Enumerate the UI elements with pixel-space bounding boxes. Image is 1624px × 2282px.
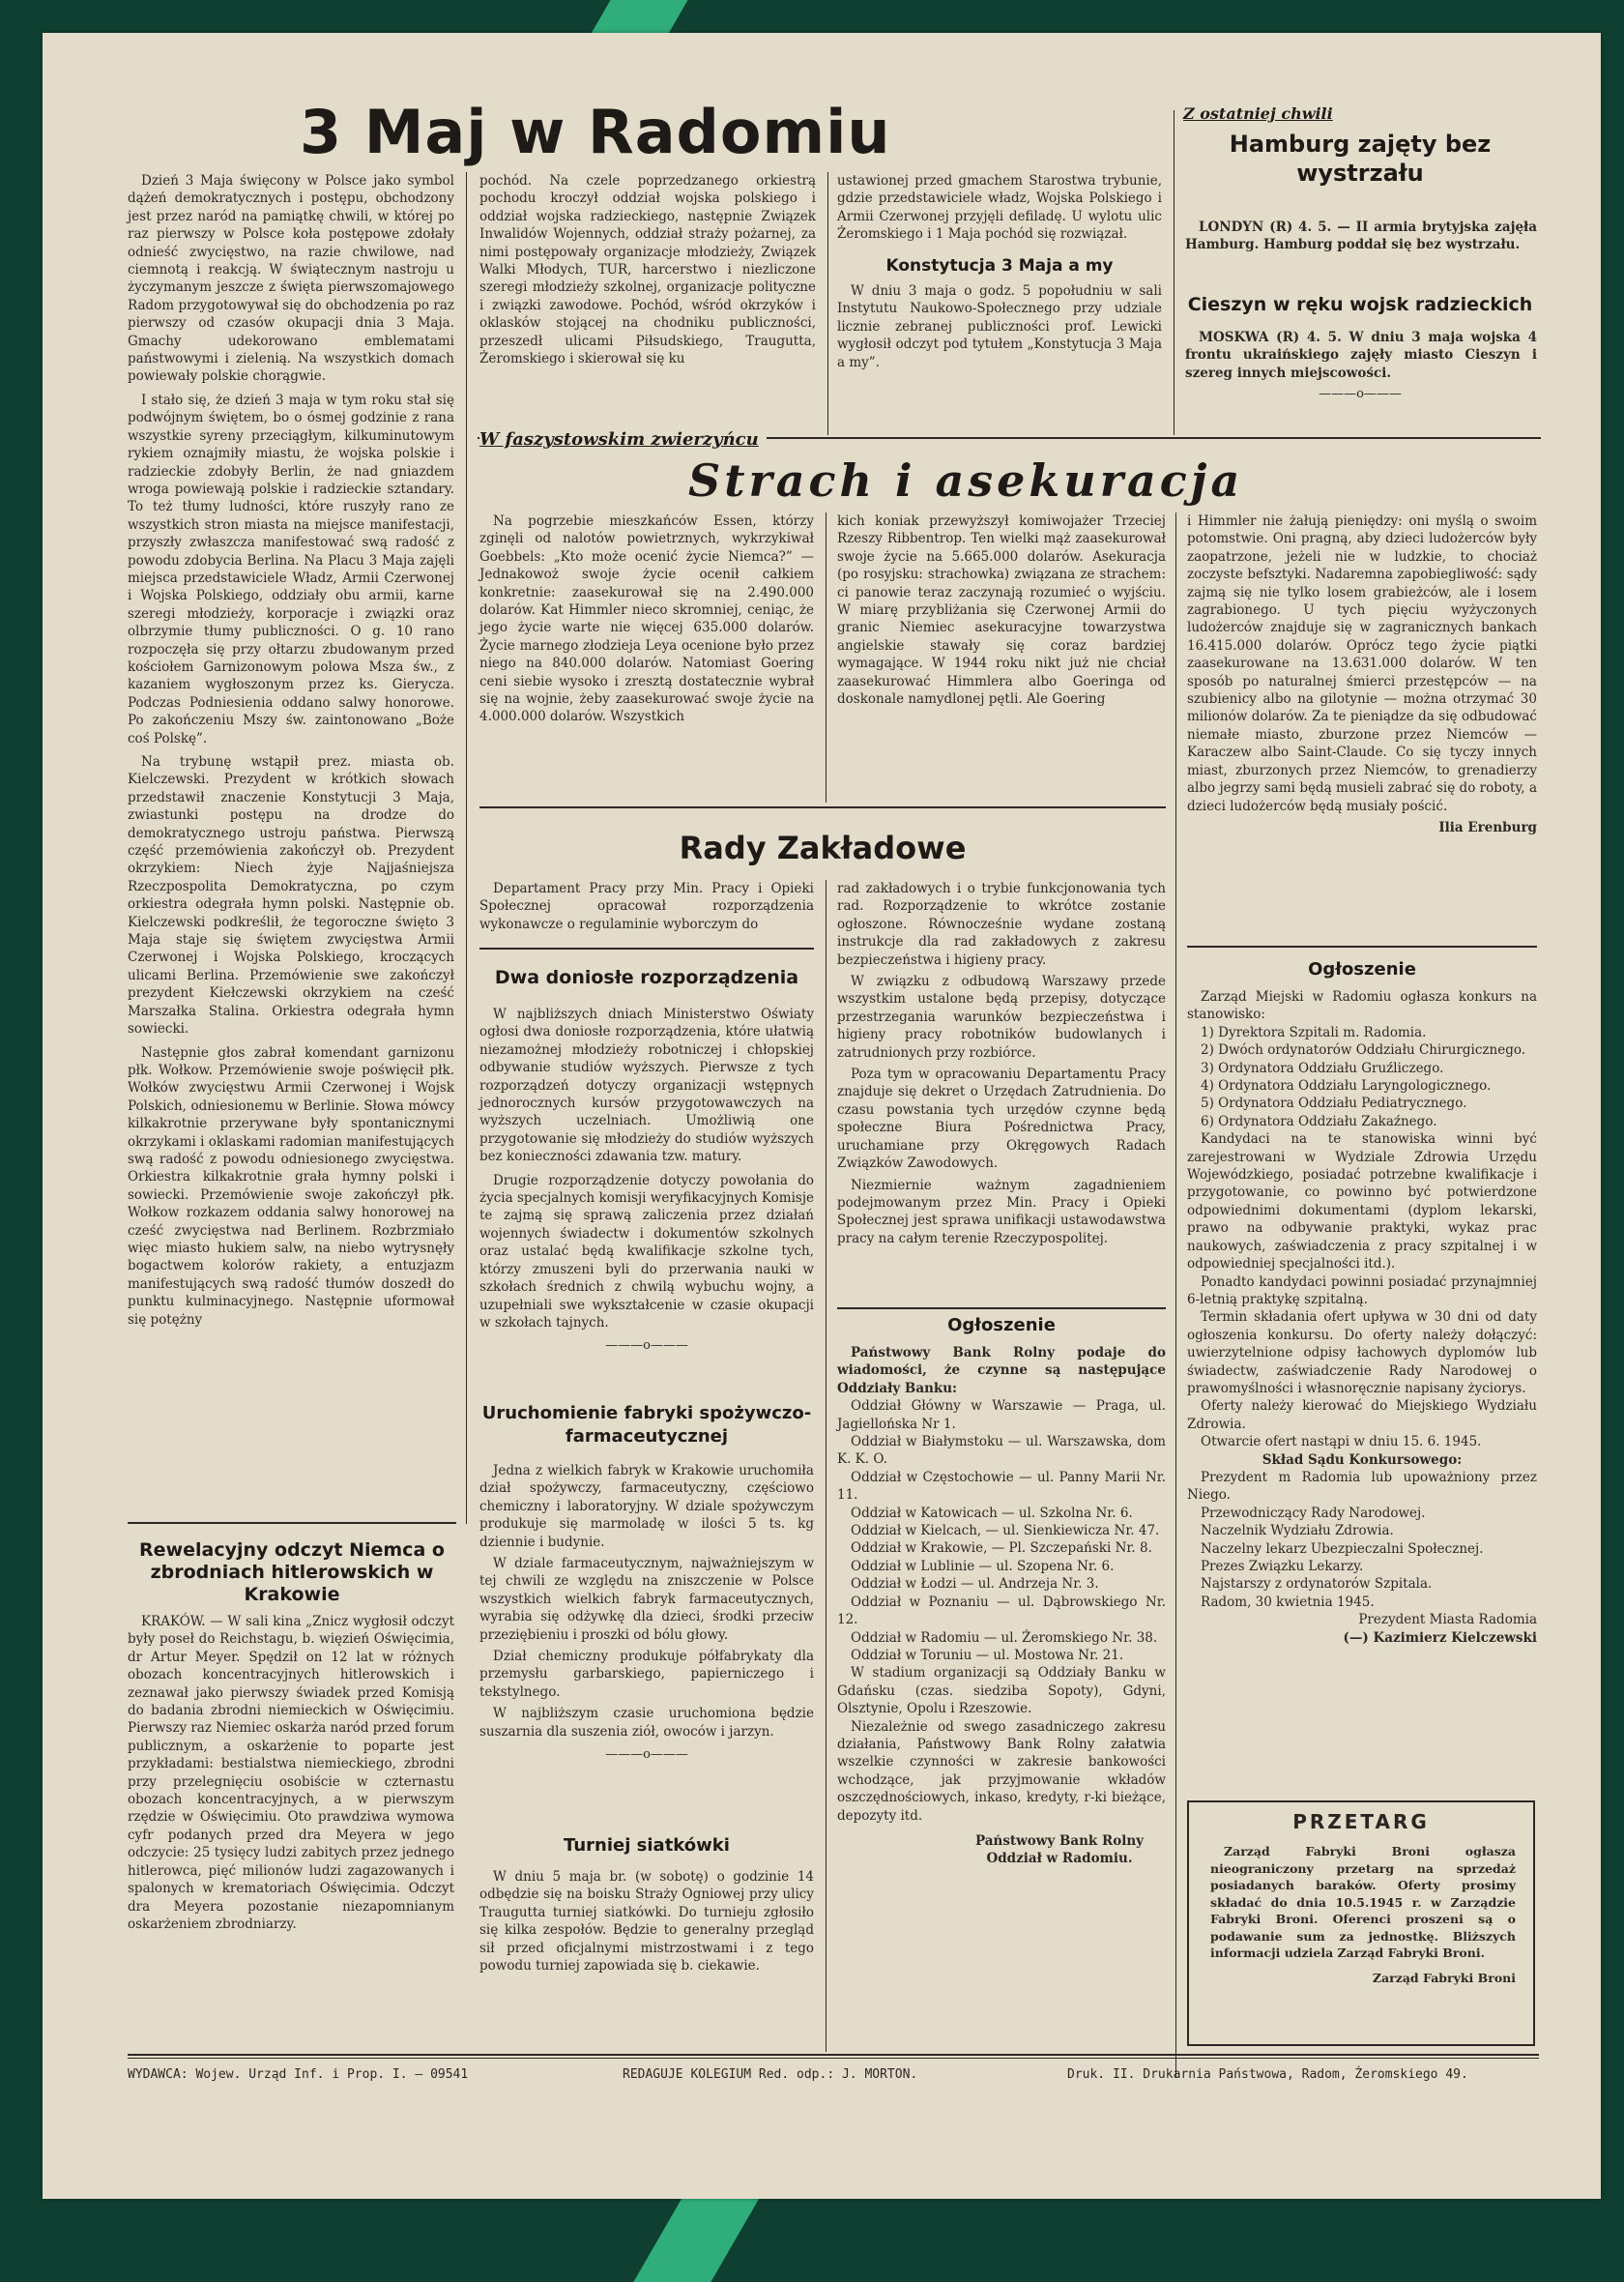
column-rule — [827, 172, 828, 435]
bank-headline: Ogłoszenie — [947, 1315, 1056, 1335]
paragraph: Dział chemiczny produkuje półfabrykaty dla przemysłu garbarskiego, papierniczego i tekstylnego. — [479, 1649, 814, 1700]
paragraph: kich koniak przewyższył komiwojażer Trzeciej Rzeszy Ribbentrop. Ten wielki mąż zaasekurował swoje życie na 5.665.000 dolarów. Asekuracja (po rosyjsku: strachowka) związana ze strachem: ci panowie teraz zaczynają rozumieć o wyjściu. W miarę przybliżania się Czerwonej Armii do granic Niemiec asekuracyjne towarzystwa angielskie stawały się coraz bardziej wymagające. W 1944 roku nikt już nie chciał zaasekurować Himmlera albo Goeringa od doskonale namydlonej pętli. Ale Goering — [837, 513, 1166, 708]
committee-item: Prezydent m Radomia lub upoważniony przez Niego. — [1187, 1469, 1537, 1504]
paragraph: Dzień 3 Maja święcony w Polsce jako symbol dążeń demokratycznych i postępu, obchodzony jest przez naród na pamiątkę chwili, w której po raz pierwszy w Polsce koła postępowe zdołały odnieść zwycięstwo, na razie chwilowe, nad ciemnotą i reakcją. W świątecznym nastroju u życzymanym jeszcze z święta pierwszomajowego Radom przygotowywał się do obchodzenia po raz pierwszy od czasów okupacji dnia 3 Maja. Gmachy udekorowano emblematami państwowymi i zielenią. Na wszystkich domach powiewały polskie chorągwie. — [128, 173, 454, 385]
position-item: 1) Dyrektora Szpitali m. Radomia. — [1201, 1024, 1427, 1040]
paragraph: Jedna z wielkich fabryk w Krakowie uruchomiła dział spożywczy, farmaceutyczny, częściowo chemiczny i laboratoryjny. W dziale spożywczym produkuje się marmoladę w ilości 5 ts. kg dziennie i budynie. — [479, 1463, 814, 1550]
strach-col1 — [479, 512, 814, 726]
footer-printer: Druk. II. Drukarnia Państwowa, Radom, Żeromskiego 49. — [1067, 2067, 1468, 2082]
konstytucja-headline: Konstytucja 3 Maja a my — [885, 255, 1114, 276]
zarzad-notice — [1187, 988, 1537, 1647]
cieszyn-headline: Cieszyn w ręku wojsk radzieckich — [1187, 294, 1533, 315]
hamburg-text — [1185, 219, 1537, 254]
footer-editor: REDAGUJE KOLEGIUM Red. odp.: J. MORTON. — [623, 2067, 918, 2082]
paragraph: Departament Pracy przy Min. Pracy i Opieki Społecznej opracował rozporządzenia wykonawcze o regulaminie wyborczym do — [479, 881, 814, 932]
footer-publisher: WYDAWCA: Wojew. Urząd Inf. i Prop. I. — 09541 — [128, 2067, 469, 2082]
committee-item: Naczelnik Wydziału Zdrowia. — [1201, 1523, 1394, 1539]
section-rule — [479, 948, 814, 950]
cieszyn-text — [1185, 329, 1537, 382]
footer-rule — [128, 2058, 1539, 2059]
paragraph: KRAKÓW. — W sali kina „Znicz wygłosił odczyt były poseł do Reichstagu, b. więzień Oświęcimia, dr Artur Meyer. Spędził on 12 lat w różnych obozach koncentracyjnych hitlerowskich i zeznawał jako pierwszy świadek przed Komisją do badania zbrodni niemieckich w Oświęcimiu. Pierwszy raz Niemiec oskarża naród przed forum publicznym, a oskarżenie to poparte jest przykładami: bestialstwa niemieckiego, zbrodni przy przelegnięciu osobiście w czternastu obozach koncentracyjnych, a w pierwszym rzędzie w Oświęcimiu. Oto prawdziwa wymowa cyfr podanych przed dra Meyera w jego odczycie: 25 tysięcy ludzi zabitych przez jednego hitlerowca, pięć milionów ludzi zagazowanych i spalonych w krematoriach Oświęcimia. Odczyt dra Meyera pozostanie niezapomnianym oskarżeniem zbrodniarzy. — [128, 1614, 454, 1932]
rady-headline: Rady Zakładowe — [679, 830, 967, 866]
paragraph: W dniu 3 maja o godz. 5 popołudniu w sali Instytutu Naukowo-Społecznego przy udziale licznie zebranej publiczności prof. Lewicki wygłosił odczyt pod tytułem „Konstytucja 3 Maja a my”. — [837, 283, 1162, 370]
paragraph: rad zakładowych i o trybie funkcjonowania tych rad. Rozporządzenie to wkrótce zostanie ogłoszone. Równocześnie wydane zostaną instrukcje dla rad zakładowych z zakresu bezpieczeństwa i higieny pracy. — [837, 881, 1166, 968]
paragraph: pochód. Na czele poprzedzanego orkiestrą pochodu kroczył oddział wojska polskiego i oddział wojska radzieckiego, następnie Związek Inwalidów Wojennych, oddział straży pożarnej, za nimi postępowały organizacje młodzieży, Związek Walki Młodych, TUR, harcerstwo i niezliczone szeregi młodzieży szkolnej, organizacje polityczne i związki zawodowe. Pochód, wśród okrzyków i oklasków stojącej na chodniku publiczności, przeszedł ulicami Piłsudskiego, Traugutta, Żeromskiego i skierował się ku — [479, 173, 816, 367]
hamburg-headline: Hamburg zajęty bez wystrzału — [1229, 131, 1492, 187]
committee-item: Najstarszy z ordynatorów Szpitala. — [1201, 1576, 1433, 1593]
paragraph: W dniu 5 maja br. (w sobotę) o godzinie 14 odbędzie się na boisku Straży Ogniowej przy ulicy Traugutta turniej siatkówki. Do turnieju zgłosiło się kilka zespołów. Będzie to generalny przegląd sił przed oficjalnymi mistrzostwami i z tego powodu turniej zapowiada się b. ciekawie. — [479, 1869, 814, 1975]
paragraph: W dziale farmaceutycznym, najważniejszym w tej chwili ze względu na zniszczenie w Polsce wszystkich wielkich fabryk farmaceutycznych, wyrabia się odżywkę dla dzieci, środki przeciw przeziębieniu i proszki od bólu głowy. — [479, 1556, 814, 1643]
main-headline: 3 Maj w Radomiu — [300, 97, 891, 167]
paragraph: Termin składania ofert upływa w 30 dni od daty ogłoszenia konkursu. Do oferty należy dołączyć: uwierzytelnione odpisy łachowych dyplomów lub świadectw, zaświadczenie Rady Narodowej o prawomyślności i własnoręcznie napisany życiorys. — [1187, 1309, 1537, 1396]
paragraph: Drugie rozporządzenie dotyczy powołania do życia specjalnych komisji weryfikacyjnych Komisje te zajmą się sprawą zaliczenia przez działań wojennych świadectw i dokumentów szkolnych oraz ustalać będą kwalifikacje szkolne tych, którzy zmuszeni byli do przerwania nauki w szkołach średnich z chwilą wybuchu wojny, a uzupełniali swe wykształcenie w czasie okupacji w szkołach tajnych. — [479, 1172, 814, 1331]
separator: ———o——— — [605, 1747, 688, 1763]
branch-item: Oddział Główny w Warszawie — Praga, ul. Jagiellońska Nr 1. — [837, 1398, 1166, 1432]
column-rule — [466, 172, 467, 1524]
section-rule — [128, 1522, 456, 1524]
bank-notice — [837, 1344, 1166, 1868]
committee-item: Radom, 30 kwietnia 1945. — [1201, 1594, 1375, 1610]
paragraph: LONDYN (R) 4. 5. — II armia brytyjska zajęła Hamburg. Hamburg poddał się bez wystrzału. — [1185, 219, 1537, 253]
dwa-article — [479, 1006, 814, 1356]
paragraph: Oferty należy kierować do Miejskiego Wydziału Zdrowia. — [1187, 1398, 1537, 1432]
odczyt-article — [128, 1613, 454, 1933]
paragraph: Zarząd Fabryki Broni ogłasza nieograniczony przetarg na sprzedaż posiadanych baraków. Oferty prosimy składać do dnia 10.5.1945 r. w Zarządzie Fabryki Broni. Oferenci proszeni są o podawanie sum za jednostkę. Bliższych informacji udziela Zarząd Fabryki Broni. — [1210, 1844, 1516, 1960]
rady-intro — [479, 880, 814, 933]
przetarg-text — [1210, 1843, 1516, 1986]
paragraph: Ponadto kandydaci powinni posiadać przynajmniej 6-letnią praktykę szpitalną. — [1187, 1273, 1537, 1307]
paragraph: MOSKWA (R) 4. 5. W dniu 3 maja wojska 4 frontu ukraińskiego zajęły miasto Cieszyn i szereg innych miejscowości. — [1185, 330, 1537, 381]
last-minute-kicker: Z ostatniej chwili — [1183, 104, 1333, 123]
strach-col2 — [837, 512, 1166, 708]
branch-item: Oddział w Krakowie, — Pl. Szczepański Nr. 8. — [851, 1540, 1152, 1557]
paragraph: ustawionej przed gmachem Starostwa trybunie, gdzie przedstawiciele władz, Wojska Polskiego i Armii Czerwonej przyjęli defiladę. U wylotu ulic Żeromskiego i 1 Maja pochód się rozwiązał. — [837, 173, 1162, 243]
position-item: 5) Ordynatora Oddziału Pediatrycznego. — [1201, 1096, 1467, 1112]
branch-item: Oddział w Katowicach — ul. Szkolna Nr. 6. — [851, 1505, 1133, 1521]
przetarg-headline: PRZETARG — [1292, 1810, 1430, 1833]
author-signature: Ilia Erenburg — [1438, 819, 1537, 835]
przetarg-signature: Zarząd Fabryki Broni — [1372, 1970, 1516, 1985]
zarzad-headline: Ogłoszenie — [1308, 959, 1416, 980]
separator: ———o——— — [605, 1338, 688, 1354]
sklad-heading: Skład Sądu Konkursowego: — [1262, 1451, 1463, 1468]
strach-headline: Strach i asekuracja — [688, 454, 1244, 507]
siatkowka-article — [479, 1868, 814, 1975]
paragraph: I stało się, że dzień 3 maja w tym roku stał się podwójnym świętem, bo o ósmej godzinie z rana wszystkie syreny przeciągłym, kilkuminutowym rykiem oznajmiły miastu, że wojska polskie i radzieckie zdobyły Berlin, że nad gniazdem wroga powiewają polskie i radzieckie sztandary. To też tłumy ludności, które ruszyły rano ze wszystkich stron miasta na miejsce manifestacji, przyszły zwłaszcza manifestować swą radość z powodu zdobycia Berlina. Na Placu 3 Maja zajęli miejsca przedstawiciele Władz, Armii Czerwonej i Wojska Polskiego, oddziały obu armii, karne szeregi młodzieży, korporacje i związki oraz olbrzymie tłumy publiczności. O g. 10 rano rozpoczęła się przy ołtarzu zbudowanym przed kościołem Garnizonowym polowa Msza św., z kazaniem wygłoszonym przez ks. Gierycza. Podczas Podniesienia oddano salwy honorowe. Po zakończeniu Mszy św. zaintonowano „Boże coś Polskę”. — [128, 392, 454, 746]
branch-item: Oddział w Radomiu — ul. Żeromskiego Nr. 38. — [851, 1629, 1158, 1646]
committee-item: Naczelny lekarz Ubezpieczalni Społecznej. — [1201, 1540, 1484, 1557]
zarzad-signature: (—) Kazimierz Kielczewski — [1343, 1629, 1537, 1646]
position-item: 4) Ordynatora Oddziału Laryngologicznego. — [1201, 1078, 1492, 1095]
position-item: 2) Dwóch ordynatorów Oddziału Chirurgicznego. — [1201, 1042, 1526, 1059]
paragraph: Następnie głos zabrał komendant garnizonu płk. Wołkow. Przemówienie swoje poświęcił płk. Wołków zwycięstwu Armii Czerwonej i Wojsk Polskich, odniesionemu w Berlinie. Słowa mówcy kilkakrotnie przerywane były spontanicznymi okrzykami i oklaskami radomian manifestujących swą radość z powodu odniesionego zwycięstwa. Orkiestra kilkakrotnie grała hymny polski i sowiecki. Przemówienie swoje zakończył płk. Wołkow rozkazem oddania salwy honorowej na cześć zwycięstwa nad Berlinem. Rozbrzmiało więc miasto hukiem salw, na niebo wytrysnęły bogactwem kolorów rakiety, a entuzjazm manifestujących swą radość tłumów doszedł do punktu kulminacyjnego. Następnie uformował się potężny — [128, 1044, 454, 1328]
paragraph: Poza tym w opracowaniu Departamentu Pracy znajduje się dekret o Urzędach Zatrudnienia. Do czasu powstania tych urzędów czynne będą społeczne Biura Pośrednictwa Pracy, uruchamiane przy Okręgowych Radach Związków Zawodowych. — [837, 1067, 1166, 1172]
bank-signature: Państwowy Bank Rolny — [974, 1832, 1145, 1849]
odczyt-headline: Rewelacyjny odczyt Niemca o zbrodniach hitlerowskich w Krakowie — [139, 1539, 445, 1605]
section-rule — [837, 1307, 1166, 1309]
branch-item: Oddział w Częstochowie — ul. Panny Marii Nr. 11. — [837, 1469, 1166, 1504]
newspaper-page — [43, 33, 1601, 2199]
dwa-headline: Dwa doniosłe rozporządzenia — [494, 967, 799, 988]
paragraph: W związku z odbudową Warszawy przede wszystkim ustalone będą przepisy, dotyczące przestrzegania warunków bezpieczeństwa i higieny pracy robotników budowlanych i zatrudnionych przy rozbiórce. — [837, 974, 1166, 1061]
rady-right — [837, 880, 1166, 1247]
paragraph: Na trybunę wstąpił prez. miasta ob. Kielczewski. Prezydent w krótkich słowach przedstawił znaczenie Konstytucji 3 Maja, zwiastunki postępu na drodze do demokratycznego ustroju państwa. Pierwszą część przemówienia zakończył ob. Prezydent okrzykiem: Niech żyje Najjaśniejsza Rzeczpospolita Demokratyczna, po czym orkiestra odegrała hymn polski. Następnie ob. Kielczewski podkreślił, że tegoroczne święto 3 Maja staje się świętem zwycięstwa Armii Czerwonej i Wojska Polskiego, kroczących ulicami Berlina. Przemówienie swe zakończył prezydent Kiełczewski okrzykiem na cześć Marszałka Stalina. Orkiestra odegrała hymn sowiecki. — [128, 754, 454, 1038]
branch-item: Oddział w Lublinie — ul. Szopena Nr. 6. — [851, 1558, 1115, 1574]
paragraph: Na pogrzebie mieszkańców Essen, którzy zginęli od nalotów powietrznych, wykrzykiwał Goebbels: „Kto może ocenić życie Niemca?” — Jednakowoż swoje życie ocenił całkiem konkretnie: zaasekurował się na 2.490.000 dolarów. Kat Himmler nieco skromniej, ceniąc, że jego życie warte nie więcej 635.000 dolarów. Życie marnego złodzieja Leya ocenione było przez niego na 840.000 dolarów. Natomiast Goering ceni siebie wysoko i zresztą dostatecznie wybrał się na wojnie, żeby zaasekurować swoje życie na 4.000.000 dolarów. Wszystkich — [479, 513, 814, 725]
paragraph: W najbliższym czasie uruchomiona będzie suszarnia dla suszenia ziół, owoców i jarzyn. — [479, 1706, 814, 1740]
branch-item: Oddział w Poznaniu — ul. Dąbrowskiego Nr. 12. — [837, 1594, 1166, 1628]
zarzad-signature: Prezydent Miasta Radomia — [1358, 1612, 1537, 1628]
branch-item: Oddział w Toruniu — ul. Mostowa Nr. 21. — [851, 1647, 1124, 1663]
bank-signature: Oddział w Radomiu. — [986, 1851, 1133, 1867]
branch-item: Oddział w Łodzi — ul. Andrzeja Nr. 3. — [851, 1576, 1099, 1593]
position-item: 6) Ordynatora Oddziału Zakaźnego. — [1201, 1113, 1437, 1129]
article-3-maj-col1 — [128, 172, 454, 1329]
section-rule — [1187, 946, 1537, 948]
section-rule — [479, 806, 1166, 808]
strach-col3 — [1187, 512, 1537, 836]
article-3-maj-col3 — [837, 172, 1162, 371]
paragraph: Niezależnie od swego zasadniczego zakresu działania, Państwowy Bank Rolny załatwia wszelkie czynności w zakresie bankowości wchodzące, jak przyjmowanie wkładów oszczędnościowych, inkaso, kredyty, r-ki bieżące, depozyty itd. — [837, 1718, 1166, 1824]
paragraph: Kandydaci na te stanowiska winni być zarejestrowani w Wydziale Zdrowia Urzędu Wojewódzkiego, posiadać potrzebne kwalifikacje i przygotowanie, co powinno być potwierdzone odpowiednimi dokumentami (dyplom lekarski, prawo na odbywanie praktyki, wykaz prac naukowych, zaświadczenia z pracy szpitalnej i w odpowiedniej specjalności itd.). — [1187, 1131, 1537, 1273]
branch-item: Oddział w Białymstoku — ul. Warszawska, dom K. K. O. — [837, 1434, 1166, 1468]
footer-rule — [128, 2054, 1539, 2056]
siatkowka-headline: Turniej siatkówki — [564, 1835, 730, 1856]
fabryka-article — [479, 1462, 814, 1765]
committee-item: Przewodniczący Rady Narodowej. — [1201, 1505, 1426, 1521]
column-rule — [1175, 512, 1176, 2077]
paragraph: Państwowy Bank Rolny podaje do wiadomości, że czynne są następujące Oddziały Banku: — [837, 1345, 1166, 1396]
article-3-maj-col2 — [479, 172, 816, 367]
paragraph: W stadium organizacji są Oddziały Banku w Gdańsku (czas. siedziba Sopoty), Gdyni, Olsztynie, Opolu i Rzeszowie. — [837, 1665, 1166, 1717]
committee-item: Prezes Związku Lekarzy. — [1201, 1559, 1364, 1574]
paragraph: Otwarcie ofert nastąpi w dniu 15. 6. 1945. — [1201, 1434, 1482, 1450]
branch-item: Oddział w Kielcach, — ul. Sienkiewicza Nr. 47. — [851, 1523, 1160, 1539]
position-item: 3) Ordynatora Oddziału Gruźliczego. — [1201, 1060, 1444, 1076]
paragraph: W najbliższych dniach Ministerstwo Oświaty ogłosi dwa doniosłe rozporządzenia, które ułatwią niezamożnej młodzieży robotniczej i chłopskiej odbywanie studiów wyższych. Pierwsze z tych rozporządzeń dotyczy organizacji wstępnych jednorocznych kursów przygotowawczych na wyższych uczelniach. Umożliwią one przygotowanie się młodzieży do studiów wyższych bez konieczności zdawania tzw. matury. — [479, 1007, 814, 1165]
paragraph: Zarząd Miejski w Radomiu ogłasza konkurs na stanowisko: — [1187, 989, 1537, 1023]
fabryka-headline: Uruchomienie fabryki spożywczo-farmaceutycznej — [481, 1403, 812, 1447]
paragraph: i Himmler nie żałują pieniędzy: oni myślą o swoim potomstwie. Oni pragną, aby dzieci ludożerców były zaopatrzone, jeżeli nie w ludzkie, to chociaż zoczyste befsztyki. Nadaremna zapobiegliwość: sądy zajmą się nie tylko losem grabieżców, ale i losem zagrabionego. U tych pięciu wyżyczonych ludożerców znajduje się w zagranicznych bankach 16.415.000 dolarów. Oprócz tego życie piątki zaasekurowane na 13.631.000 dolarów. W ten sposób po naturalnej śmierci przestępców — na szubienicy albo na gilotynie — można otrzymać 30 milionów dolarów. Za te pieniądze da się odbudować niemałe miasto, zburzone przez Niemców — Karaczew albo Saint-Claude. Co się tyczy innych miast, zburzonych przez Niemców, to grenadierzy albo jegrzy sami będą musieli zabrać się do roboty, a dzieci ludożerców będą musiały pościć. — [1187, 513, 1537, 814]
strach-kicker: W faszystowskim zwierzyńcu — [479, 429, 767, 450]
paragraph: Niezmiernie ważnym zagadnieniem podejmowanym przez Min. Pracy i Opieki Społecznej jest sprawa unifikacji ustawodawstwa pracy na całym terenie Rzeczypospolitej. — [837, 1177, 1166, 1246]
separator: ———o——— — [1319, 387, 1402, 401]
